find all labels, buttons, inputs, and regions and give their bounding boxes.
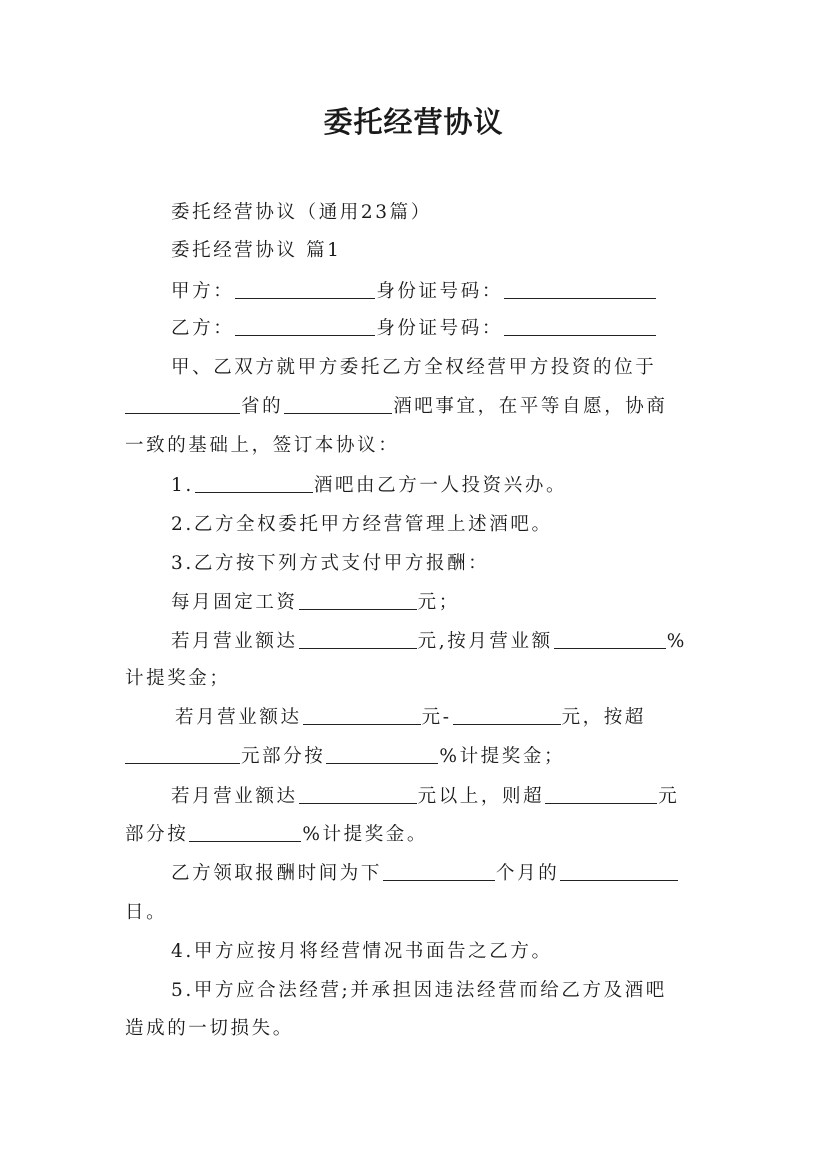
intro-line-1	[171, 355, 701, 381]
bonus-2-text-c: 元，按超	[561, 707, 646, 728]
party-b-line	[171, 316, 657, 342]
bonus-3-percent-blank[interactable]	[189, 823, 301, 842]
subtitle-line	[171, 200, 432, 226]
item-5-line-2	[125, 1016, 294, 1042]
intro-text-3: 一致的基础上，签订本协议：	[125, 435, 400, 456]
item-2-text: 2.乙方全权委托甲方经营管理上述酒吧。	[171, 514, 553, 535]
bonus-3-text-d: 部分按	[125, 824, 189, 845]
item-5-text-a: 5.甲方应合法经营;并承担因违法经营而给乙方及酒吧	[171, 980, 667, 1001]
intro-text-1: 甲、乙双方就甲方委托乙方全权经营甲方投资的位于	[171, 357, 657, 378]
bonus-3-text-b: 元以上，则超	[417, 786, 545, 807]
bonus-1-text-b: 元,按月营业额	[417, 631, 553, 652]
party-b-id-label: 身份证号码：	[376, 318, 503, 339]
party-b-label: 乙方：	[171, 318, 235, 339]
payment-text-a: 乙方领取报酬时间为下	[171, 863, 383, 884]
bonus-2-text-a: 若月营业额达	[175, 707, 302, 728]
bonus-3-line-2	[125, 822, 428, 848]
party-a-name-blank[interactable]	[235, 280, 375, 299]
salary-blank[interactable]	[299, 591, 417, 610]
party-a-id-blank[interactable]	[504, 280, 656, 299]
bonus-3-excess-blank[interactable]	[545, 785, 657, 804]
section-heading-text: 委托经营协议 篇1	[171, 240, 342, 261]
bar-location-blank[interactable]	[284, 395, 392, 414]
bonus-2-excess-blank[interactable]	[125, 745, 240, 764]
bonus-1-text-c: %	[666, 631, 687, 652]
payment-month-blank[interactable]	[383, 862, 495, 881]
bonus-1-text-a: 若月营业额达	[171, 631, 298, 652]
party-b-name-blank[interactable]	[235, 317, 375, 336]
item-1-number: 1.	[171, 475, 194, 496]
bonus-3-amount-blank[interactable]	[299, 785, 417, 804]
salary-line	[171, 590, 460, 616]
bonus-2-text-e: %计提奖金；	[439, 746, 566, 767]
document-title: 委托经营协议	[323, 105, 504, 139]
item-1-line	[171, 473, 567, 499]
item-2-line	[171, 512, 553, 538]
salary-text-a: 每月固定工资	[171, 592, 298, 613]
bonus-3-text-e: %计提奖金。	[302, 824, 428, 845]
payment-day-blank[interactable]	[560, 862, 678, 881]
party-a-label: 甲方：	[171, 281, 235, 302]
payment-time-line	[171, 861, 679, 887]
bonus-1-text-d: 计提奖金；	[125, 668, 231, 689]
bonus-1-line-2	[125, 666, 231, 692]
subtitle-text: 委托经营协议（通用23篇）	[171, 202, 432, 223]
bonus-1-line	[171, 629, 687, 655]
item-5-line	[171, 978, 667, 1004]
bonus-3-text-c: 元	[658, 786, 680, 807]
payment-text-c: 日。	[125, 902, 168, 923]
item-1-text: 酒吧由乙方一人投资兴办。	[313, 475, 568, 496]
item-4-text: 4.甲方应按月将经营情况书面告之乙方。	[171, 941, 553, 962]
item-3-line	[171, 551, 489, 577]
payment-time-line-2	[125, 900, 167, 926]
bonus-1-amount-blank[interactable]	[299, 630, 417, 649]
item-3-text: 3.乙方按下列方式支付甲方报酬：	[171, 553, 490, 574]
section-heading	[171, 238, 342, 264]
bonus-1-percent-blank[interactable]	[554, 630, 666, 649]
salary-text-b: 元；	[417, 592, 460, 613]
province-blank[interactable]	[125, 395, 240, 414]
bonus-2-line	[175, 705, 646, 731]
bonus-3-text-a: 若月营业额达	[171, 786, 298, 807]
party-b-id-blank[interactable]	[504, 317, 656, 336]
bar-name-blank[interactable]	[195, 474, 313, 493]
bonus-2-line-2	[125, 744, 565, 770]
intro-line-2	[125, 394, 668, 420]
party-a-id-label: 身份证号码：	[376, 281, 503, 302]
bonus-2-min-blank[interactable]	[303, 706, 421, 725]
party-a-line	[171, 279, 657, 305]
item-4-line	[171, 939, 553, 965]
bonus-2-max-blank[interactable]	[453, 706, 561, 725]
item-5-text-b: 造成的一切损失。	[125, 1018, 294, 1039]
intro-text-2b: 酒吧事宜，在平等自愿，协商	[393, 396, 668, 417]
bonus-2-percent-blank[interactable]	[326, 745, 438, 764]
bonus-2-text-d: 元部分按	[241, 746, 326, 767]
bonus-2-text-b: 元-	[421, 707, 452, 728]
intro-line-3	[125, 433, 399, 459]
payment-text-b: 个月的	[496, 863, 560, 884]
bonus-3-line	[171, 784, 679, 810]
intro-text-2a: 省的	[241, 396, 284, 417]
